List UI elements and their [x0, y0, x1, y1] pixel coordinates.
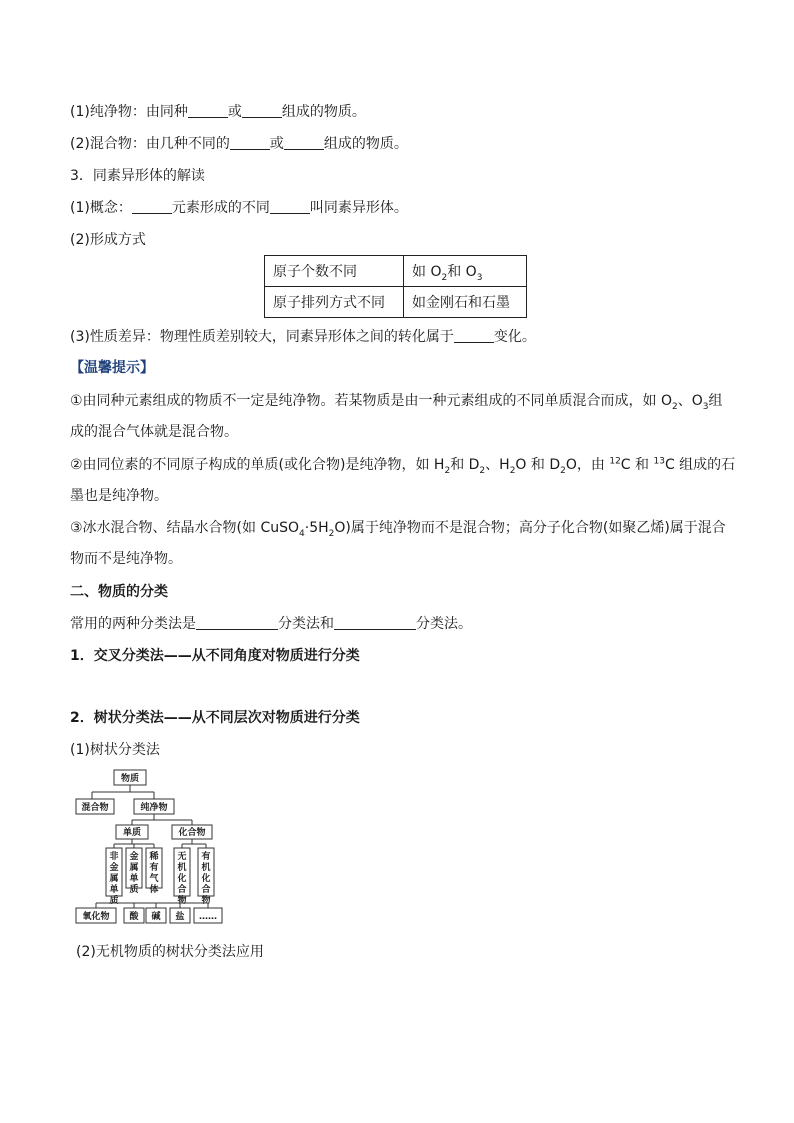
fill-blank[interactable] — [230, 134, 270, 150]
formation-heading: (2)形成方式 — [70, 232, 146, 248]
classification-tree-diagram — [72, 768, 232, 928]
tree-label-mixture: 混合物 — [81, 803, 109, 813]
tip-2-line-1: ②由同位素的不同原子构成的单质(或化合物)是纯净物，如 $H_2$和 $D_2$、$H_2O$ 和 $D_2O$，由 $^{12}$C 和 $^{13}$C 组成的石 — [70, 456, 736, 476]
table-row — [265, 256, 527, 287]
formation-table — [264, 255, 527, 318]
tip-3-line-2: 物而不是纯净物。 — [70, 551, 182, 567]
tree-label-acid: 酸 — [129, 912, 139, 922]
tree-label-inorganic: 无机化合物 — [177, 852, 187, 906]
table-row — [265, 287, 527, 318]
property-difference: (3)性质差异：物理性质差别较大，同素异形体之间的转化属于 变化。 — [70, 329, 536, 345]
tree-label-noble-gas: 稀有气体 — [149, 852, 159, 895]
tree-label-salt: 盐 — [175, 912, 185, 922]
allotrope-concept: (1)概念： 元素形成的不同 叫同素异形体。 — [70, 200, 408, 216]
tip-1-line-2: 成的混合气体就是混合物。 — [70, 424, 238, 440]
tree-classification-subheading: (1)树状分类法 — [70, 742, 160, 758]
fill-blank[interactable] — [196, 614, 278, 630]
tip-3-line-1: ③冰水混合物、结晶水合物(如 $CuSO_4\cdot 5H_2O$)属于纯净物而不是混合物；高分子化合物(如聚乙烯)属于混合 — [70, 520, 726, 539]
fill-blank[interactable] — [454, 327, 494, 343]
tree-label-element: 单质 — [122, 828, 142, 838]
classification-methods: 常用的两种分类法是 分类法和 分类法。 — [70, 616, 472, 632]
tip-2-line-2: 墨也是纯净物。 — [70, 488, 168, 504]
mixture-definition: (2)混合物：由几种不同的 或 组成的物质。 — [70, 136, 408, 152]
fill-blank[interactable] — [132, 198, 172, 214]
tree-label-root: 物质 — [120, 774, 140, 784]
tree-label-organic: 有机化合物 — [201, 852, 211, 906]
tree-label-more: …… — [199, 912, 217, 922]
cross-classification-heading: 1．交叉分类法——从不同角度对物质进行分类 — [70, 648, 360, 664]
tree-label-metal: 金属单质 — [129, 852, 139, 895]
tip-title: 【温馨提示】 — [70, 360, 154, 376]
tree-label-nonmetal: 非金属单质 — [109, 852, 119, 906]
fill-blank[interactable] — [334, 614, 416, 630]
tree-label-oxide: 氧化物 — [82, 912, 110, 922]
tip-1-line-1: ①由同种元素组成的物质不一定是纯净物。若某物质是由一种元素组成的不同单质混合而成，如 $O_2$、$O_3$组 — [70, 393, 723, 412]
pure-substance-definition: (1)纯净物：由同种 或 组成的物质。 — [70, 104, 366, 120]
fill-blank[interactable] — [284, 134, 324, 150]
fill-blank[interactable] — [188, 102, 228, 118]
tree-classification-heading: 2．树状分类法——从不同层次对物质进行分类 — [70, 710, 360, 726]
tree-label-pure: 纯净物 — [140, 803, 168, 813]
section-2-heading: 二、物质的分类 — [70, 584, 168, 600]
table-cell: 如 $O_2$和 $O_3$ — [404, 256, 527, 287]
table-cell: 原子个数不同 — [265, 256, 404, 287]
inorganic-tree-subheading: (2)无机物质的树状分类法应用 — [76, 944, 264, 960]
table-cell: 原子排列方式不同 — [265, 287, 404, 318]
fill-blank[interactable] — [242, 102, 282, 118]
table-cell: 如金刚石和石墨 — [404, 287, 527, 318]
tree-label-compound: 化合物 — [178, 828, 206, 838]
tree-label-base: 碱 — [151, 912, 161, 922]
fill-blank[interactable] — [270, 198, 310, 214]
allotrope-heading: 3．同素异形体的解读 — [70, 168, 205, 184]
